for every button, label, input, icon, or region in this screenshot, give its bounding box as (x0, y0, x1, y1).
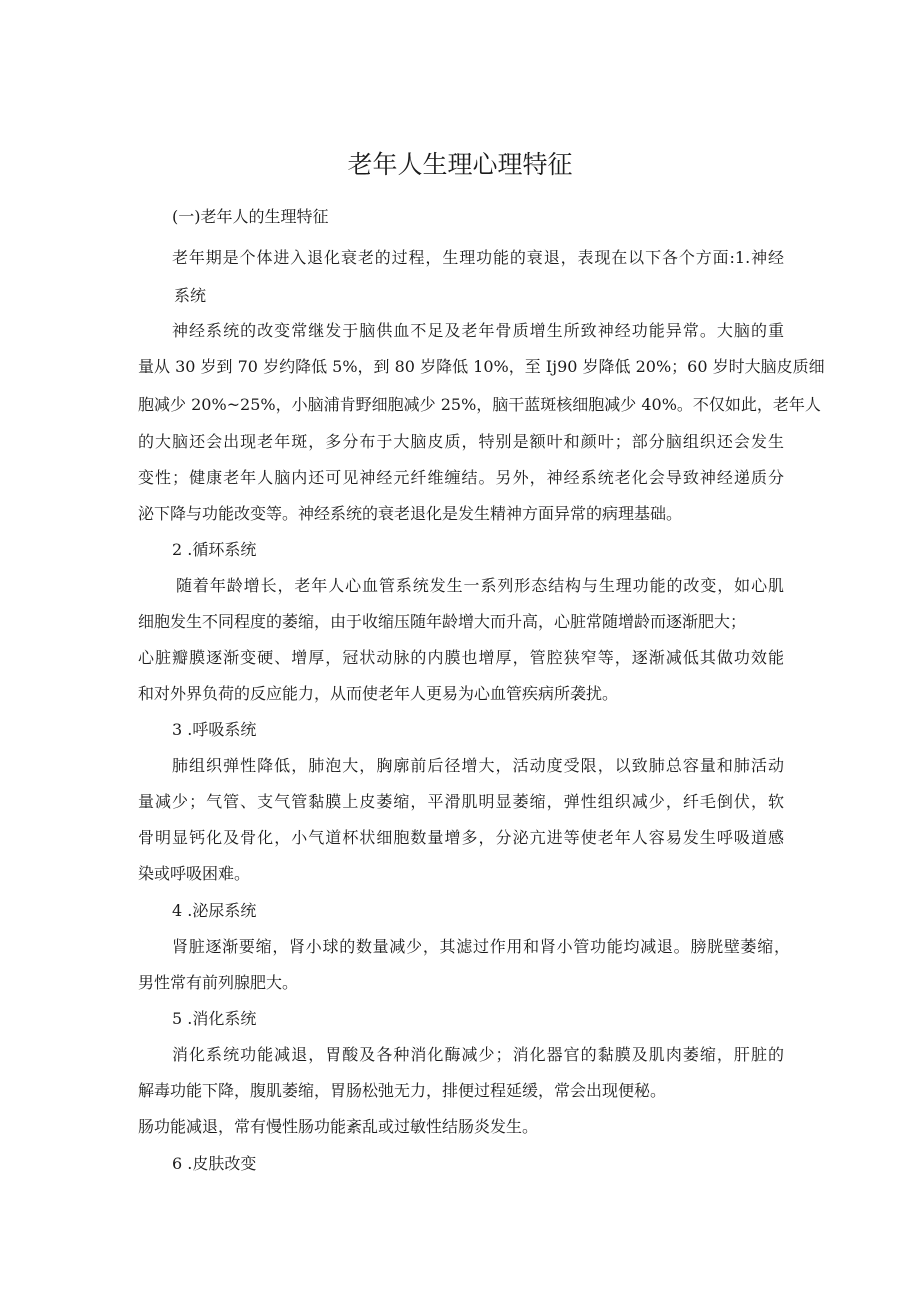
paragraph-line: 消化系统功能减退，胃酸及各种消化酶减少；消化器官的黏膜及肌肉萎缩，肝脏的 (172, 1045, 784, 1064)
paragraph-line: 肺组织弹性降低，肺泡大，胸廓前后径增大，活动度受限，以致肺总容量和肺活动 (172, 756, 784, 775)
section-heading: 4 .泌尿系统 (172, 901, 257, 920)
paragraph-line: 量从 30 岁到 70 岁约降低 5%，到 80 岁降低 10%，至 Ij90 岁降低 20%；60 岁时大脑皮质细 (138, 357, 825, 376)
paragraph-line: 神经系统的改变常继发于脑供血不足及老年骨质增生所致神经功能异常。大脑的重 (172, 321, 784, 340)
paragraph-line: 量减少；气管、支气管黏膜上皮萎缩，平滑肌明显萎缩，弹性组织减少，纤毛倒伏，软 (138, 792, 784, 811)
paragraph-line: 和对外界负荷的反应能力，从而使老年人更易为心血管疾病所袭扰。 (138, 684, 619, 703)
paragraph-line: 解毒功能下降，腹肌萎缩，胃肠松弛无力，排便过程延缓，常会出现便秘。 (138, 1081, 667, 1100)
paragraph-line: 随着年龄增长，老年人心血管系统发生一系列形态结构与生理功能的改变，如心肌 (176, 576, 784, 595)
paragraph-line: 肠功能减退，常有慢性肠功能紊乱或过敏性结肠炎发生。 (138, 1117, 539, 1136)
paragraph-line: 胞减少 20%~25%，小脑浦肯野细胞减少 25%，脑干蓝斑核细胞减少 40%。不仅如此，老年人 (138, 395, 821, 414)
section-heading: 5 .消化系统 (172, 1009, 257, 1028)
paragraph-line: 细胞发生不同程度的萎缩，由于收缩压随年龄增大而升高，心脏常随增龄而逐渐肥大； (138, 612, 747, 631)
paragraph-line: 的大脑还会出现老年斑，多分布于大脑皮质，特别是额叶和颜叶；部分脑组织还会发生 (138, 432, 784, 451)
paragraph-line: 泌下降与功能改变等。神经系统的衰老退化是发生精神方面异常的病理基础。 (138, 504, 683, 523)
intro-line: 系统 (174, 286, 207, 305)
paragraph-line: 变性；健康老年人脑内还可见神经元纤维缠结。另外，神经系统老化会导致神经递质分 (138, 468, 784, 487)
paragraph-line: 男性常有前列腺肥大。 (138, 973, 299, 992)
paragraph-line: 染或呼吸困难。 (138, 864, 251, 883)
section-heading: 3 .呼吸系统 (172, 720, 257, 739)
paragraph-line: 心脏瓣膜逐渐变硬、增厚，冠状动脉的内膜也增厚，管腔狭窄等，逐渐减低其做功效能 (138, 648, 784, 667)
paragraph-line: 肾脏逐渐要缩，肾小球的数量减少，其滤过作用和肾小管功能均减退。膀胱壁萎缩， (172, 937, 790, 956)
section-heading: 6 .皮肤改变 (172, 1154, 257, 1173)
section-heading: (一)老年人的生理特征 (172, 207, 329, 226)
section-heading: 2 .循环系统 (172, 540, 257, 559)
intro-line: 老年期是个体进入退化衰老的过程，生理功能的衰退，表现在以下各个方面:1.神经 (172, 248, 784, 267)
paragraph-line: 骨明显钙化及骨化，小气道杯状细胞数量增多，分泌亢进等使老年人容易发生呼吸道感 (138, 828, 784, 847)
page-title: 老年人生理心理特征 (347, 150, 573, 179)
